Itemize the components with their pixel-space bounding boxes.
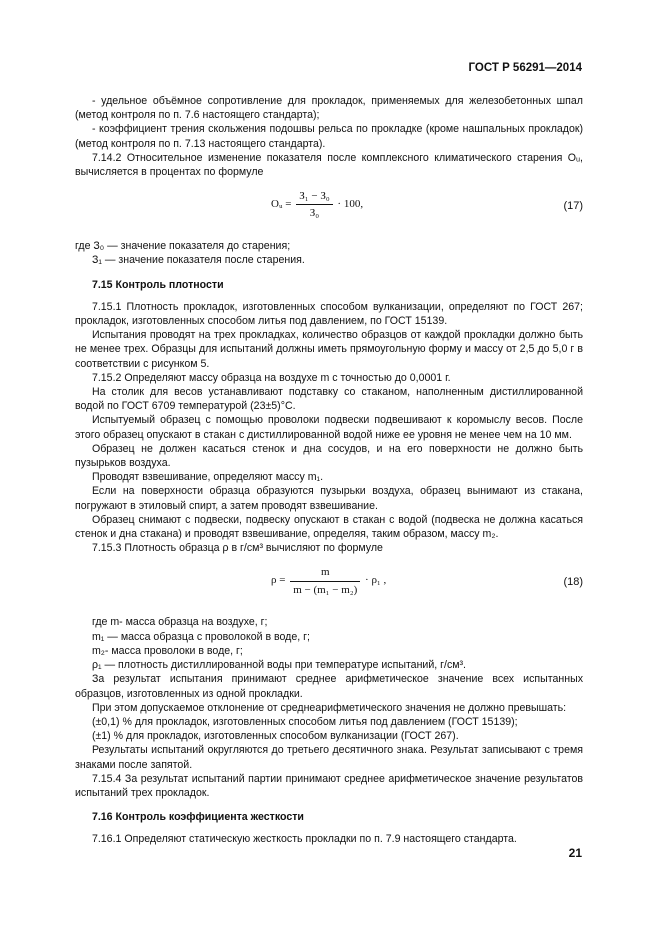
formula-18-left: ρ = — [271, 574, 286, 587]
formula-17-right: · 100, — [337, 198, 364, 211]
where-line: m₂- масса проволоки в воде, г; — [91, 644, 243, 657]
where-line: m₁ — масса образца с проволокой в воде, г; — [91, 630, 310, 643]
formula-18-number: (18) — [563, 576, 583, 589]
formula-17-expression — [271, 189, 363, 220]
paragraph: Если на поверхности образца образуются пузырьки воздуха, образец вынимают из стакана, погружают в этиловый спирт, а затем проводят взвешивание. — [75, 485, 583, 512]
paragraph: (±1) % для прокладок, изготовленных способом вулканизации (ГОСТ 267). — [91, 730, 459, 743]
paragraph: - удельное объёмное сопротивление для прокладок, применяемых для железобетонных шпал (метод контроля по п. 7.6 настоящего стандарта); — [75, 95, 583, 122]
paragraph: При этом допускаемое отклонение от среднеарифметического значения не должно превышать: — [91, 701, 567, 714]
formula-18-expression — [271, 565, 386, 596]
paragraph: Проводят взвешивание, определяют массу m₁. — [91, 471, 324, 484]
paragraph: Образец не должен касаться стенок и дна сосудов, и на его поверхности не должно быть пузырьков воздуха. — [75, 442, 583, 470]
section-heading: 7.16 Контроль коэффициента жесткости — [91, 811, 304, 824]
formula-17-denominator: З₀ — [309, 207, 320, 220]
paragraph: За результат испытания принимают среднее арифметическое значение всех испытанных образцов, изготовленных из одной прокладки. — [75, 673, 583, 700]
where-line: З₁ — значение показателя после старения. — [91, 254, 305, 267]
formula-17-fraction — [296, 189, 332, 220]
formula-17 — [75, 185, 583, 231]
formula-17-number: (17) — [563, 200, 583, 213]
paragraph: Результаты испытаний округляются до третьего десятичного знака. Результат записывают с тремя знаками после запятой. — [75, 744, 583, 771]
formula-18-denominator: m − (m₁ − m₂) — [293, 583, 358, 596]
paragraph: 7.15.1 Плотность прокладок, изготовленных способом вулканизации, определяют по ГОСТ 267; прокладок, изготовленных способом литья под давлением, по ГОСТ 15139. — [75, 300, 583, 328]
paragraph: Испытания проводят на трех прокладках, количество образцов от каждой прокладки должно быть не менее трех. Образцы для испытаний должны иметь прямоугольную форму и массу от 2,5 до 5,0 г в соответствии с рисунком 5. — [75, 329, 583, 370]
paragraph: 7.15.3 Плотность образца ρ в г/см³ вычисляют по формуле — [91, 542, 383, 555]
formula-17-left: Oᵤ = — [271, 198, 292, 211]
where-line: ρ₁ — плотность дистиллированной воды при температуре испытаний, г/см³. — [91, 659, 466, 672]
formula-18-numerator: m — [290, 565, 360, 581]
paragraph: 7.15.2 Определяют массу образца на воздухе m с точностью до 0,0001 г. — [91, 371, 451, 384]
where-line: где З₀ — значение показателя до старения; — [75, 240, 291, 253]
document-body — [75, 94, 583, 847]
formula-18-right: · ρ₁ , — [365, 574, 387, 587]
where-line: где m- масса образца на воздухе, г; — [91, 616, 268, 629]
paragraph: 7.14.2 Относительное изменение показателя после комплексного климатического старения Oᵤ, вычисляется в процентах по формуле — [75, 151, 583, 179]
document-header: ГОСТ Р 56291—2014 — [468, 62, 582, 74]
page-number: 21 — [568, 846, 582, 860]
paragraph: 7.15.4 За результат испытаний партии принимают среднее арифметическое значение результатов испытаний трех прокладок. — [75, 772, 583, 799]
formula-18-fraction — [290, 565, 360, 596]
paragraph: Испытуемый образец с помощью проволоки подвески подвешивают к коромыслу весов. После этого образец опускают в стакан с дистиллированной водой ниже ее уровня не менее чем на 10 мм. — [75, 414, 583, 441]
section-heading: 7.15 Контроль плотности — [91, 278, 224, 291]
paragraph: - коэффициент трения скольжения подошвы рельса по прокладке (кроме нашпальных прокладок) (метод контроля по п. 7.13 настоящего стандарта). — [75, 123, 583, 150]
formula-17-numerator: З₁ − З₀ — [296, 189, 332, 205]
paragraph: 7.16.1 Определяют статическую жесткость прокладки по п. 7.9 настоящего стандарта. — [91, 833, 517, 846]
paragraph: Образец снимают с подвески, подвеску опускают в стакан с водой (подвеска не должна касаться стенок и дна стакана) и проводят взвешивание, определяя, таким образом, массу m₂. — [75, 513, 583, 541]
paragraph: На столик для весов устанавливают подставку со стаканом, наполненным дистиллированной водой по ГОСТ 6709 температурой (23±5)°С. — [75, 386, 583, 413]
formula-18 — [75, 561, 583, 607]
paragraph: (±0,1) % для прокладок, изготовленных способом литья под давлением (ГОСТ 15139); — [91, 715, 518, 728]
